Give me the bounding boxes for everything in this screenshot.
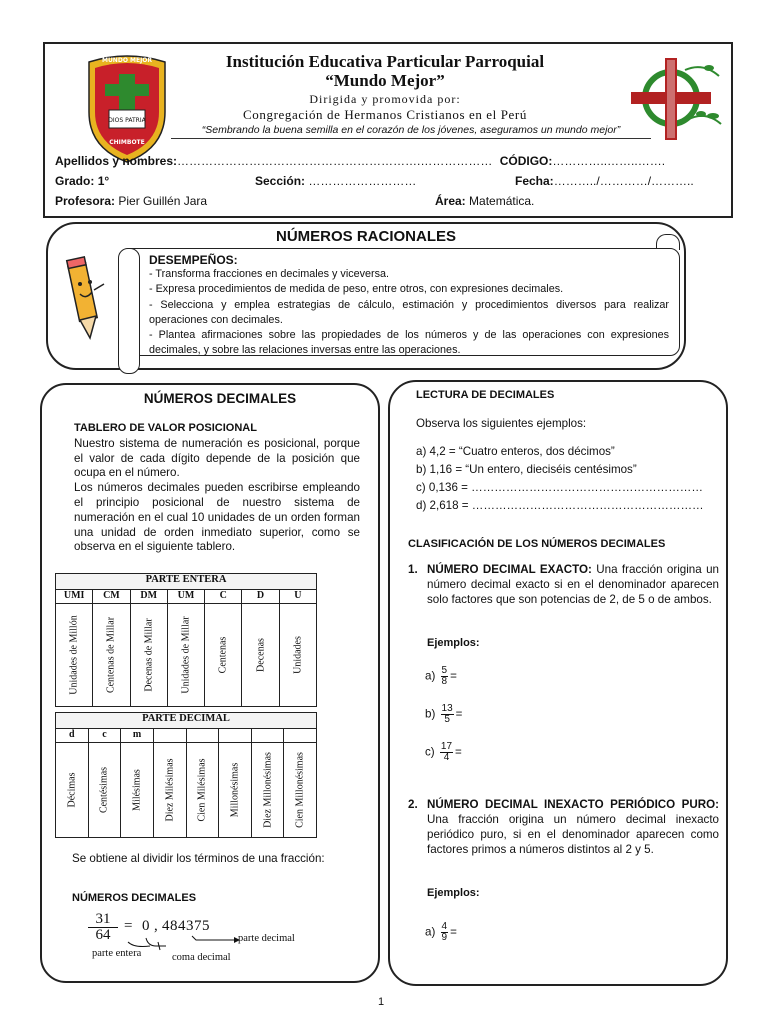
desempenos-title: DESEMPEÑOS: bbox=[149, 253, 238, 267]
decimal-parts-figure bbox=[88, 908, 328, 968]
table-cell: Diez Milésimas bbox=[164, 758, 176, 822]
desempenos-scroll bbox=[120, 248, 680, 356]
table-names-row bbox=[56, 743, 316, 837]
numerator: 4 bbox=[441, 921, 448, 932]
section-number-1: 1. bbox=[408, 563, 418, 576]
denominator: 9 bbox=[441, 932, 448, 943]
table-col-header: c bbox=[89, 729, 122, 742]
fraction-example bbox=[425, 704, 462, 725]
header-box bbox=[43, 42, 733, 218]
table-cell: Centenas bbox=[217, 636, 229, 674]
racionales-title: NÚMEROS RACIONALES bbox=[275, 228, 456, 245]
fraction-label: b) bbox=[425, 707, 436, 721]
lectura-title: LECTURA DE DECIMALES bbox=[416, 389, 555, 401]
logo-bottom-text: CHIMBOTE bbox=[109, 139, 145, 146]
table-cell: Cien Milésimas bbox=[196, 758, 208, 822]
school-name: “Mundo Mejor” bbox=[325, 71, 445, 90]
left-body bbox=[74, 421, 360, 555]
figure-denominator: 64 bbox=[95, 927, 111, 943]
slogan: “Sembrando la buena semilla en el corazón de los jóvenes, aseguramos un mundo mejor” bbox=[171, 124, 651, 139]
ejemplos-label: Ejemplos: bbox=[427, 887, 480, 899]
periodic-decimal-heading: NÚMERO DECIMAL INEXACTO PERIÓDICO PURO: bbox=[427, 798, 719, 811]
table-cell: Milésimas bbox=[131, 769, 143, 811]
table-col-header bbox=[219, 729, 252, 742]
table-col-header: CM bbox=[93, 590, 130, 603]
table-title: PARTE ENTERA bbox=[56, 574, 316, 590]
fraction bbox=[441, 704, 454, 725]
exact-decimal-text: Una fracción origina un número decimal exacto si en el denominador aparecen solo factores que son potencias de 2, de 5 o de ambos. bbox=[427, 563, 719, 606]
equals: = bbox=[455, 745, 462, 759]
fraction-label: a) bbox=[425, 669, 436, 683]
exact-decimal-heading: NÚMERO DECIMAL EXACTO: bbox=[427, 563, 592, 576]
fraction bbox=[441, 666, 449, 687]
pencil-mascot-icon bbox=[58, 254, 108, 344]
obtiene-text: Se obtiene al dividir los términos de una fracción: bbox=[72, 852, 325, 865]
label-decimal-comma: coma decimal bbox=[172, 952, 231, 963]
table-cell: Unidades bbox=[292, 636, 304, 674]
fraction-label: a) bbox=[425, 925, 436, 939]
table-title: PARTE DECIMAL bbox=[56, 713, 316, 729]
table-col-header: UM bbox=[168, 590, 205, 603]
table-cell: Décimas bbox=[66, 772, 78, 808]
date-label: Fecha: bbox=[515, 174, 554, 188]
table-col-header: d bbox=[56, 729, 89, 742]
figure-comma: , bbox=[154, 918, 158, 934]
periodic-decimal-definition bbox=[427, 797, 719, 857]
denominator: 8 bbox=[441, 676, 448, 687]
periodic-decimal-text: Una fracción origina un número decimal inexacto periódico puro, si en el denominador aparecen como factores primos a números distintos al 2 y 5. bbox=[427, 813, 719, 856]
table-col-header: C bbox=[205, 590, 242, 603]
fraction-label: c) bbox=[425, 745, 435, 759]
fraction bbox=[440, 742, 453, 763]
directed-by: Dirigida y promovida por: bbox=[309, 92, 461, 106]
scroll-roll bbox=[118, 248, 140, 374]
example-a: a) 4,2 = “Cuatro enteros, dos décimos” bbox=[416, 445, 615, 458]
equals: = bbox=[450, 925, 457, 939]
names-row bbox=[55, 154, 665, 168]
area-label: Área: bbox=[435, 194, 466, 208]
table-cell: Diez Millonésimas bbox=[262, 752, 274, 828]
grade-label: Grado: bbox=[55, 174, 95, 188]
teacher-value: Pier Guillén Jara bbox=[118, 194, 208, 208]
date-field[interactable]: ………../…………/……….. bbox=[553, 174, 694, 188]
left-title: NÚMEROS DECIMALES bbox=[143, 391, 297, 406]
table-col-header: UMI bbox=[56, 590, 93, 603]
figure-equals: = bbox=[124, 918, 133, 934]
logo-top-text: MUNDO MEJOR bbox=[101, 57, 153, 64]
area-value: Matemática. bbox=[469, 194, 535, 208]
numeros-decimales-subtitle: NÚMEROS DECIMALES bbox=[72, 892, 197, 904]
table-cell: Cien Millonésimas bbox=[294, 752, 306, 828]
figure-integer-part: 0 bbox=[142, 918, 150, 934]
table-col-header: D bbox=[242, 590, 279, 603]
observa-text: Observa los siguientes ejemplos: bbox=[416, 417, 587, 430]
example-c: c) 0,136 = …………………………………………………… bbox=[416, 481, 703, 494]
figure-decimal-part: 484375 bbox=[162, 918, 210, 934]
numerator: 17 bbox=[440, 741, 453, 752]
exact-decimal-definition bbox=[427, 562, 719, 607]
section-label: Sección: bbox=[255, 174, 306, 188]
list-item: - Transforma fracciones en decimales y viceversa. bbox=[149, 268, 390, 280]
paragraph: Los números decimales pueden escribirse empleando el principio posicional de nuestro sistema de numeración en el cual 10 unidades de un orden forman una unidad de orden inmediato superior, como se observa en el siguiente tablero. bbox=[74, 481, 360, 554]
denominator: 5 bbox=[444, 714, 450, 725]
table-cell: Unidades de Millar bbox=[180, 616, 192, 694]
table-col-headers bbox=[56, 729, 316, 743]
example-d: d) 2,618 = …………………………………………………… bbox=[416, 499, 704, 512]
table-cell: Unidades de Millón bbox=[68, 615, 80, 695]
paragraph: Nuestro sistema de numeración es posicional, porque el valor de cada dígito depende de la posición que ocupa en el número. bbox=[74, 436, 360, 480]
fraction bbox=[441, 922, 449, 943]
grade-value: 1° bbox=[97, 174, 110, 188]
table-cell: Centésimas bbox=[98, 766, 110, 814]
code-field[interactable]: …………..……..……. bbox=[552, 154, 666, 168]
table-cell: Centenas de Millar bbox=[105, 616, 117, 694]
table-col-header: m bbox=[121, 729, 154, 742]
table-col-header: U bbox=[294, 590, 302, 601]
table-cell: Millonésimas bbox=[229, 762, 241, 818]
names-field[interactable]: …………………………………………………….……………… bbox=[177, 154, 493, 168]
congregation: Congregación de Hermanos Cristianos en el Perú bbox=[243, 107, 527, 122]
table-col-header bbox=[252, 729, 285, 742]
school-shield-logo bbox=[81, 52, 173, 164]
section-field[interactable]: ……………………… bbox=[308, 174, 417, 188]
table-col-header bbox=[154, 729, 187, 742]
tablero-subtitle: TABLERO DE VALOR POSICIONAL bbox=[74, 422, 257, 434]
desempenos-list bbox=[149, 267, 669, 359]
label-decimal-part: parte decimal bbox=[238, 933, 295, 944]
decimal-part-table bbox=[55, 712, 317, 838]
table-col-header bbox=[187, 729, 220, 742]
code-label: CÓDIGO: bbox=[499, 154, 553, 168]
table-col-header bbox=[284, 729, 316, 742]
names-label: Apellidos y nombres: bbox=[55, 154, 178, 168]
table-cell: Decenas bbox=[255, 638, 267, 672]
list-item: - Plantea afirmaciones sobre las propiedades de los números y de las operaciones con expresiones decimales, y sobre las relaciones inversas entre las operaciones. bbox=[149, 329, 669, 357]
logo-mid-text: DIOS PATRIA bbox=[108, 117, 146, 124]
equals: = bbox=[455, 707, 463, 721]
fraction-example bbox=[425, 742, 462, 763]
ejemplos-label: Ejemplos: bbox=[427, 637, 480, 649]
fraction-example bbox=[425, 666, 457, 687]
table-cell: Decenas de Millar bbox=[143, 618, 155, 692]
teacher-row bbox=[55, 194, 725, 208]
numerator: 5 bbox=[441, 665, 448, 676]
list-item: - Expresa procedimientos de medida de peso, entre otros, con expresiones decimales. bbox=[149, 283, 564, 296]
teacher-label: Profesora: bbox=[55, 194, 116, 208]
page-number: 1 bbox=[378, 996, 385, 1008]
section-number-2: 2. bbox=[408, 798, 418, 811]
denominator: 4 bbox=[443, 752, 450, 763]
integer-part-table bbox=[55, 573, 317, 707]
table-col-headers bbox=[56, 590, 316, 604]
grade-row bbox=[55, 174, 725, 188]
table-names-row bbox=[56, 604, 316, 706]
table-col-header: DM bbox=[131, 590, 168, 603]
fraction-example bbox=[425, 922, 457, 943]
example-b: b) 1,16 = “Un entero, dieciséis centésimos” bbox=[416, 463, 637, 476]
numerator: 13 bbox=[441, 703, 453, 714]
equals: = bbox=[450, 669, 457, 683]
institution-heading bbox=[195, 52, 575, 123]
figure-numerator: 31 bbox=[88, 912, 118, 928]
clasificacion-title: CLASIFICACIÓN DE LOS NÚMEROS DECIMALES bbox=[408, 538, 666, 550]
racionales-box bbox=[46, 222, 686, 370]
institution-name: Institución Educativa Particular Parroquial bbox=[225, 52, 545, 71]
list-item: - Selecciona y emplea estrategias de cálculo, estimación y procedimientos diversos para realizar operaciones con decimales. bbox=[149, 298, 669, 326]
label-integer-part: parte entera bbox=[92, 948, 142, 959]
